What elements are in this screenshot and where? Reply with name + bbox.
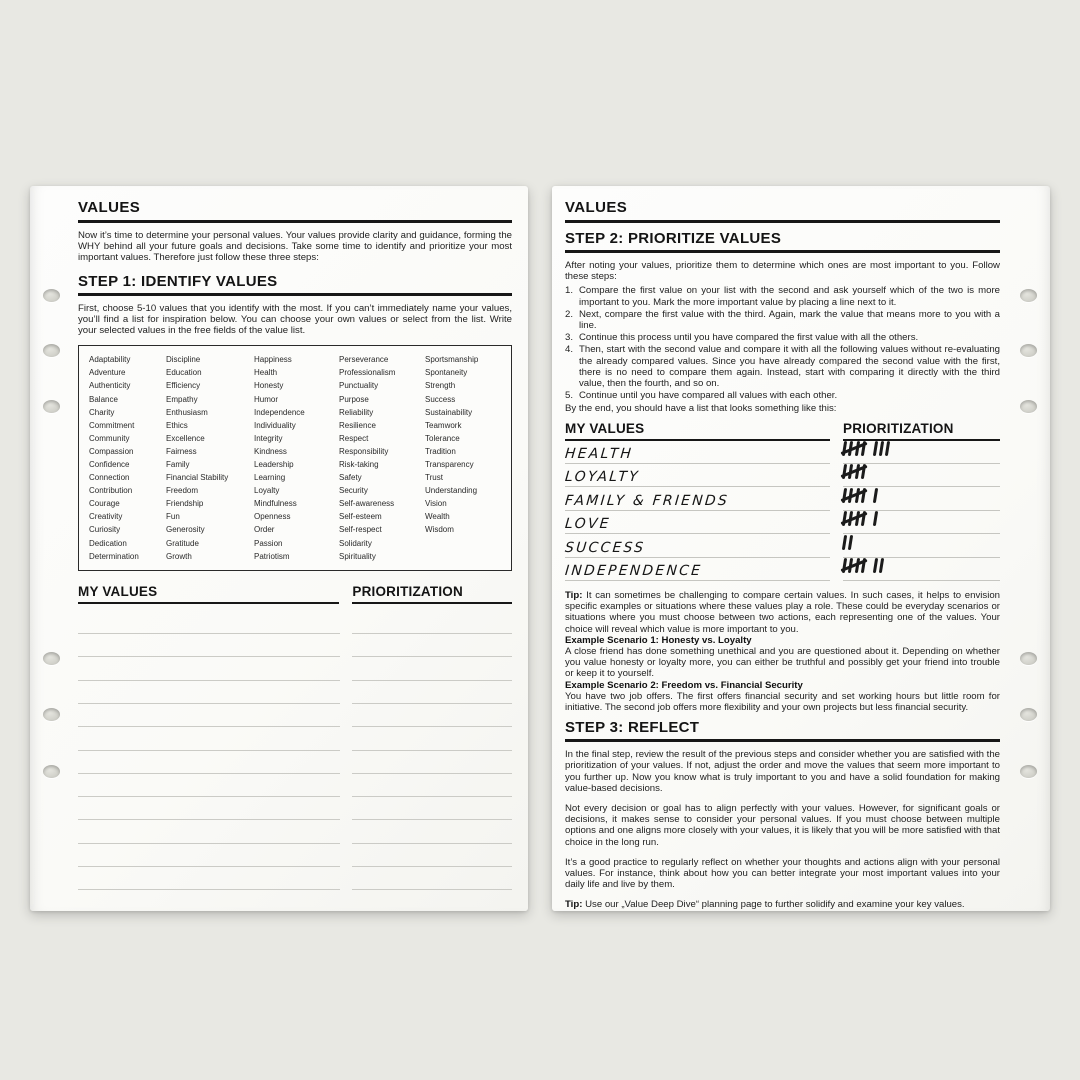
value-option: Safety [339, 473, 362, 483]
list-number: 2. [565, 308, 574, 320]
scenario1-heading: Example Scenario 1: Honesty vs. Loyalty [565, 634, 752, 646]
prioritization-blank-line [352, 797, 512, 820]
blank-ruled-rows [78, 611, 512, 911]
scenario2-body: You have two job offers. The first offers financial security and set working hours but little room for initiative. The second job offers more flexibility and your own projects but less financial security. [565, 690, 1000, 714]
blank-row [78, 681, 512, 704]
list-number: 5. [565, 390, 574, 402]
handwritten-value: HEALTH [564, 446, 634, 463]
value-option: Community [89, 433, 130, 443]
tally-cell [843, 464, 1000, 487]
value-option: Loyalty [254, 486, 280, 496]
prioritization-blank-line [352, 681, 512, 704]
value-option: Mindfulness [254, 499, 297, 509]
my-values-header: MY VALUES [78, 584, 339, 604]
handwritten-value-cell [565, 445, 830, 464]
planner-page-right [552, 186, 1050, 911]
value-option: Discipline [166, 355, 201, 365]
my-values-header: MY VALUES [565, 421, 830, 441]
blank-row [78, 634, 512, 657]
blank-row [78, 797, 512, 820]
my-values-blank-line [78, 844, 340, 867]
value-option: Professionalism [339, 368, 396, 378]
example-row [565, 441, 1000, 464]
handwritten-value-cell [565, 515, 830, 534]
value-option: Friendship [166, 499, 204, 509]
value-option: Spirituality [339, 551, 376, 561]
blank-row [78, 704, 512, 727]
my-values-blank-line [78, 727, 340, 750]
handwritten-value-cell [565, 492, 830, 511]
values-column-1 [89, 353, 166, 563]
handwritten-value: FAMILY & FRIENDS [564, 492, 730, 509]
values-column-3 [254, 353, 339, 563]
scenario1-body: A close friend has done something unethical and you are questioned about it. Depending on whether you value honesty or loyalty more, you can either be truthful and possibly get your friend into trouble or keep it to yourself. [565, 646, 1000, 680]
list-text: Compare the first value on your list with the second and ask yourself which of the two is more important to you. Mark the more important value by placing a line next to it. [579, 285, 1000, 308]
values-column-4 [339, 353, 425, 563]
title-rule [78, 220, 512, 223]
handwritten-value: LOVE [564, 516, 612, 533]
tally-marks [843, 535, 861, 550]
page-title: VALUES [78, 199, 141, 216]
prioritization-header: PRIORITIZATION [352, 584, 512, 604]
value-option: Risk-taking [339, 459, 379, 469]
prioritization-blank-line [352, 704, 512, 727]
my-values-blank-line [78, 634, 340, 657]
values-column-2 [166, 353, 254, 563]
prioritization-blank-line [352, 890, 512, 911]
value-option: Freedom [166, 486, 199, 496]
tally-marks [843, 464, 874, 479]
blank-row [78, 820, 512, 843]
my-values-blank-line [78, 774, 340, 797]
tally-marks [843, 558, 892, 573]
prioritization-blank-line [352, 774, 512, 797]
value-option: Honesty [254, 381, 284, 391]
my-values-blank-line [78, 611, 340, 634]
value-option: Understanding [425, 486, 478, 496]
value-option: Dedication [89, 538, 127, 548]
value-option: Spontaneity [425, 368, 468, 378]
example-row [565, 487, 1000, 510]
prioritization-blank-line [352, 867, 512, 890]
value-option: Integrity [254, 433, 283, 443]
tip-paragraph: Tip: It can sometimes be challenging to compare certain values. In such cases, it helps to envision specific examples or situations where these values play a role. These could be everyday scenarios or situations where you must choose between two actions, each representing one of the values. Your choice will reveal which value is more important to you. [565, 589, 1000, 635]
step2-intro: After noting your values, prioritize them to determine which ones are most important to you. Follow these steps: [565, 260, 1000, 283]
tally-cell [843, 535, 1000, 558]
prioritization-blank-line [352, 751, 512, 774]
step2-list-item-3 [565, 332, 1000, 343]
tip-label: Tip: [565, 899, 583, 911]
values-inspiration-box [78, 345, 512, 571]
handwritten-value: SUCCESS [564, 539, 646, 556]
value-option: Fun [166, 512, 180, 522]
tip-paragraph-2: Tip: Use our „Value Deep Dive“ planning page to further solidify and examine your key values. [565, 899, 965, 911]
step3-heading: STEP 3: REFLECT [565, 719, 700, 737]
value-option: Trust [425, 473, 443, 483]
step2-heading: STEP 2: PRIORITIZE VALUES [565, 230, 782, 247]
value-option: Ethics [166, 420, 188, 430]
value-option: Solidarity [339, 538, 372, 548]
step2-rule [565, 250, 1000, 253]
scenario2-heading: Example Scenario 2: Freedom vs. Financial Security [565, 679, 803, 691]
planner-page-left [30, 186, 528, 911]
step2-list-item-5 [565, 390, 1000, 401]
step2-list-item-2 [565, 309, 1000, 331]
tally-marks [843, 488, 885, 503]
value-option: Education [166, 368, 202, 378]
handwritten-value: INDEPENDENCE [564, 562, 703, 579]
values-column-5 [425, 353, 505, 563]
list-number: 3. [565, 332, 574, 344]
value-option: Security [339, 486, 368, 496]
handwritten-value-cell [565, 539, 830, 558]
prioritization-blank-line [352, 657, 512, 680]
value-option: Determination [89, 551, 139, 561]
value-option: Authenticity [89, 381, 131, 391]
value-option: Enthusiasm [166, 407, 208, 417]
value-option: Responsibility [339, 446, 389, 456]
my-values-blank-line [78, 820, 340, 843]
value-option: Reliability [339, 407, 374, 417]
step3-rule [565, 739, 1000, 742]
my-values-blank-line [78, 657, 340, 680]
example-row [565, 511, 1000, 534]
tally-cell [843, 511, 1000, 534]
value-option: Curiosity [89, 525, 121, 535]
value-option: Purpose [339, 394, 369, 404]
value-option: Adaptability [89, 355, 131, 365]
value-option: Charity [89, 407, 115, 417]
blank-row [78, 867, 512, 890]
intro-paragraph: Now it’s time to determine your personal values. Your values provide clarity and guidance, forming the WHY behind all your future goals and decisions. Take some time to identify and prioritize your most important values. Therefore just follow these three steps: [78, 230, 512, 264]
value-option: Confidence [89, 459, 130, 469]
value-option: Compassion [89, 446, 134, 456]
value-option: Efficiency [166, 381, 201, 391]
step3-paragraph-2: Not every decision or goal has to align perfectly with your values. However, for significant goals or decisions, it makes sense to consider your personal values. If you must choose between multiple options and one aligns more closely with your values, it is likely that you will be more satisfied with that choice in the long run. [565, 803, 1000, 848]
list-number: 1. [565, 285, 574, 297]
value-option: Resilience [339, 420, 376, 430]
prioritization-blank-line [352, 844, 512, 867]
value-option: Excellence [166, 433, 205, 443]
value-option: Tradition [425, 446, 456, 456]
value-option: Punctuality [339, 381, 379, 391]
value-option: Order [254, 525, 275, 535]
value-option: Fairness [166, 446, 197, 456]
value-option: Vision [425, 499, 447, 509]
value-option: Self-awareness [339, 499, 395, 509]
example-row [565, 558, 1000, 581]
value-option: Learning [254, 473, 286, 483]
value-option: Tolerance [425, 433, 460, 443]
value-option: Creativity [89, 512, 123, 522]
step2-list-item-4 [565, 344, 1000, 389]
example-value-rows [565, 441, 1000, 581]
page-title: VALUES [565, 199, 628, 216]
title-rule [565, 220, 1000, 223]
step1-rule [78, 293, 512, 296]
blank-row [78, 657, 512, 680]
value-option: Perseverance [339, 355, 389, 365]
blank-row [78, 890, 512, 911]
value-option: Generosity [166, 525, 205, 535]
value-option: Growth [166, 551, 192, 561]
list-number: 4. [565, 344, 574, 356]
value-option: Adventure [89, 368, 126, 378]
value-option: Health [254, 368, 278, 378]
value-option: Success [425, 394, 456, 404]
step2-numbered-list [565, 285, 1000, 401]
value-option: Balance [89, 394, 118, 404]
value-option: Family [166, 459, 190, 469]
step3-paragraph-3: It’s a good practice to regularly reflect on whether your thoughts and actions align with your personal values. For instance, think about how you can better integrate your most important values into your daily life and live by them. [565, 856, 1000, 891]
example-columns-header [565, 421, 1000, 441]
list-text: Continue this process until you have compared the first value with all the others. [579, 332, 919, 344]
value-option: Transparency [425, 459, 474, 469]
value-option: Strength [425, 381, 456, 391]
value-option: Respect [339, 433, 369, 443]
blank-row [78, 844, 512, 867]
handwritten-value: LOYALTY [564, 469, 641, 486]
list-text: Continue until you have compared all values with each other. [579, 390, 838, 402]
tally-cell [843, 558, 1000, 581]
value-option: Connection [89, 473, 130, 483]
my-values-blank-line [78, 797, 340, 820]
my-values-blank-line [78, 704, 340, 727]
handwritten-value-cell [565, 562, 830, 581]
value-option: Empathy [166, 394, 198, 404]
value-option: Independence [254, 407, 305, 417]
list-text: Next, compare the first value with the third. Again, mark the value that means more to you with a line. [579, 308, 1000, 332]
value-option: Teamwork [425, 420, 462, 430]
blank-row [78, 751, 512, 774]
value-option: Self-esteem [339, 512, 382, 522]
prioritization-blank-line [352, 727, 512, 750]
value-option: Sportsmanship [425, 355, 479, 365]
handwritten-value-cell [565, 468, 830, 487]
tally-marks [843, 441, 898, 456]
step3-paragraph-1: In the final step, review the result of the previous steps and consider whether you are satisfied with the prioritization of your values. If not, adjust the order and move the values that seem more important to you further up. Now you know what is truly important to you and have a solid foundation for making value-based decisions. [565, 749, 1000, 794]
value-option: Kindness [254, 446, 287, 456]
value-option: Patriotism [254, 551, 290, 561]
value-option: Passion [254, 538, 283, 548]
value-option: Happiness [254, 355, 292, 365]
example-row [565, 534, 1000, 557]
my-values-blank-line [78, 751, 340, 774]
my-values-blank-line [78, 867, 340, 890]
step1-paragraph: First, choose 5-10 values that you identify with the most. If you can’t immediately name your values, you’ll find a list for inspiration below. You can choose your own values or select from the list. Write your selected values in the free fields of the value list. [78, 302, 512, 337]
list-text: Then, start with the second value and compare it with all the following values without re-evaluating the already compared values. Since you have already compared the second value with the first, there is no need to compare them again. Instead, start with comparing it directly with the third value, then the fourth, and so on. [579, 344, 1000, 390]
value-option: Self-respect [339, 525, 382, 535]
value-option: Contribution [89, 486, 133, 496]
value-option: Leadership [254, 459, 294, 469]
value-option: Humor [254, 394, 279, 404]
my-values-blank-line [78, 681, 340, 704]
blank-row [78, 774, 512, 797]
my-values-blank-line [78, 890, 340, 911]
tally-cell [843, 441, 1000, 464]
value-option: Wealth [425, 512, 450, 522]
value-option: Courage [89, 499, 120, 509]
value-option: Wisdom [425, 525, 454, 535]
tally-marks [843, 511, 885, 526]
blank-row [78, 611, 512, 634]
prioritization-header: PRIORITIZATION [843, 421, 1000, 441]
tally-cell [843, 488, 1000, 511]
step2-list-item-1 [565, 285, 1000, 307]
prioritization-blank-line [352, 820, 512, 843]
prioritization-blank-line [352, 634, 512, 657]
blank-row [78, 727, 512, 750]
value-option: Financial Stability [166, 473, 229, 483]
value-option: Openness [254, 512, 291, 522]
step1-heading: STEP 1: IDENTIFY VALUES [78, 272, 278, 290]
value-option: Gratitude [166, 538, 199, 548]
tip-label: Tip: [565, 589, 583, 601]
value-option: Commitment [89, 420, 135, 430]
value-option: Sustainability [425, 407, 473, 417]
prioritization-blank-line [352, 611, 512, 634]
example-row [565, 464, 1000, 487]
left-columns-header [78, 584, 512, 604]
value-option: Individuality [254, 420, 296, 430]
step2-outro: By the end, you should have a list that looks something like this: [565, 403, 837, 415]
